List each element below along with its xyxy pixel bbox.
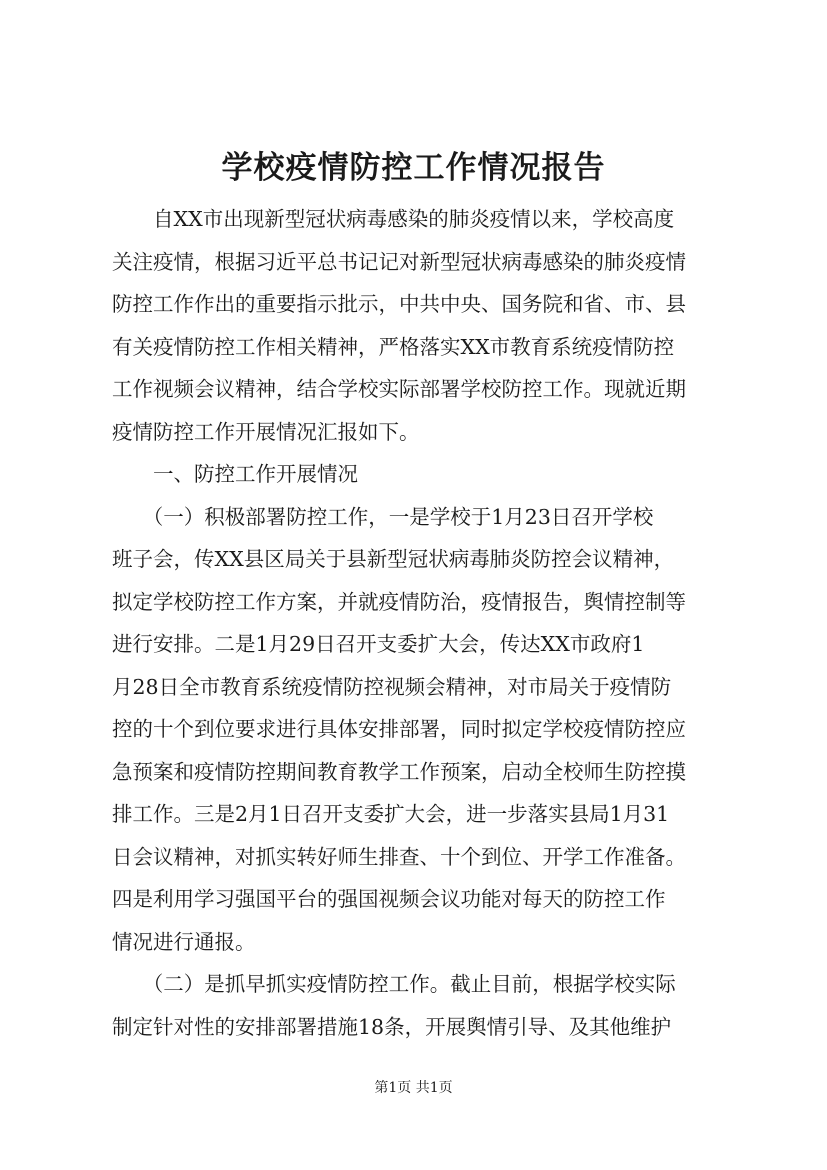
document-title: 学校疫情防控工作情况报告 — [221, 150, 606, 186]
body-line: 有关疫情防控工作相关精神，严格落实XX市教育系统疫情防控 — [112, 334, 675, 359]
body-line: 自XX市出现新型冠状病毒感染的肺炎疫情以来，学校高度 — [112, 207, 675, 231]
document-body — [112, 198, 742, 1048]
body-line: 情况进行通报。 — [112, 929, 256, 954]
body-line: （二）是抓早抓实疫情防控工作。截止目前，根据学校实际 — [112, 972, 676, 996]
body-line: 排工作。三是2月1日召开支委扩大会，进一步落实县局1月31 — [112, 802, 670, 826]
body-line: 日会议精神，对抓实转好师生排查、十个到位、开学工作准备。 — [112, 844, 686, 869]
section-heading: 一、防控工作开展情况 — [112, 462, 358, 486]
body-line: （一）积极部署防控工作，一是学校于1月23日召开学校 — [112, 504, 654, 529]
body-line: 工作视频会议精神，结合学校实际部署学校防控工作。现就近期 — [112, 377, 686, 401]
body-line: 疫情防控工作开展情况汇报如下。 — [112, 419, 420, 444]
body-line: 防控工作作出的重要指示批示，中共中央、国务院和省、市、县 — [112, 292, 686, 316]
body-line: 控的十个到位要求进行具体安排部署，同时拟定学校疫情防控应 — [112, 717, 686, 741]
body-line: 四是利用学习强国平台的强国视频会议功能对每天的防控工作 — [112, 887, 666, 911]
body-line: 制定针对性的安排部署措施18条，开展舆情引导、及其他维护 — [112, 1014, 672, 1039]
body-line: 急预案和疫情防控期间教育教学工作预案，启动全校师生防控摸 — [112, 759, 686, 784]
page-number-footer: 第1页 共1页 — [374, 1080, 453, 1096]
body-line: 进行安排。二是1月29日召开支委扩大会，传达XX市政府1 — [112, 632, 645, 656]
body-line: 班子会，传XX县区局关于县新型冠状病毒肺炎防控会议精神， — [112, 547, 675, 571]
body-line: 月28日全市教育系统疫情防控视频会精神，对市局关于疫情防 — [112, 674, 672, 699]
body-line: 关注疫情，根据习近平总书记记对新型冠状病毒感染的肺炎疫情 — [112, 249, 686, 274]
body-line: 拟定学校防控工作方案，并就疫情防治，疫情报告，舆情控制等 — [112, 589, 686, 614]
